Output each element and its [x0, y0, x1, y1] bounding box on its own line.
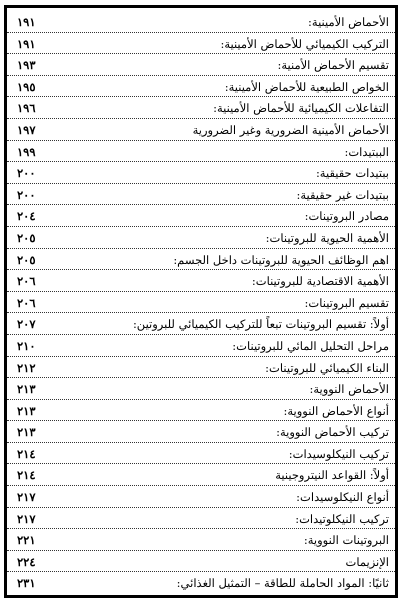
toc-entry-title: تركيب النيكلوسيدات:	[288, 446, 389, 461]
toc-entry	[7, 486, 395, 508]
toc-entry-page-number: ٢١٤	[17, 468, 36, 483]
toc-entry-title: أنواع النيكلوسيدات:	[296, 490, 389, 505]
toc-entry	[7, 97, 395, 119]
toc-entry-title: مصادر البروتينات:	[304, 209, 389, 224]
toc-entry-page-number: ٢١٣	[17, 403, 36, 418]
toc-entry	[7, 270, 395, 292]
toc-entry-page-number: ١٩٥	[17, 79, 36, 94]
toc-entry-page-number: ٢١٤	[17, 446, 36, 461]
toc-entry-page-number: ١٩١	[17, 36, 36, 51]
toc-entry-page-number: ٢٠٥	[17, 230, 36, 245]
toc-entry-title: تقسيم الأحماض الأمنية:	[277, 58, 389, 73]
toc-entry-page-number: ٢١٣	[17, 382, 36, 397]
toc-entry	[7, 464, 395, 486]
toc-entry-title: ببتيدات حقيقية:	[315, 166, 389, 181]
toc-entry-title: الأهمية الاقتصادية للبروتينات:	[251, 274, 389, 289]
toc-entry	[7, 141, 395, 163]
toc-entry-page-number: ٢٠٠	[17, 187, 36, 202]
toc-entry-title: الأهمية الحيوية للبروتينات:	[265, 230, 389, 245]
toc-entry-title: التفاعلات الكيميائية للأحماض الأمينية:	[213, 101, 389, 116]
toc-entry-page-number: ١٩٦	[17, 101, 36, 116]
toc-entry-page-number: ١٩٧	[17, 122, 36, 137]
toc-entry-title: الإنزيمات	[345, 554, 389, 569]
toc-entry-page-number: ١٩٣	[17, 58, 36, 73]
toc-entry-page-number: ٢١٠	[17, 338, 36, 353]
toc-entry-title: الخواص الطبيعية للأحماض الأمينية:	[224, 79, 389, 94]
toc-entry-title: اهم الوظائف الحيوية للبروتينات داخل الجسم:	[173, 252, 389, 267]
toc-entry	[7, 184, 395, 206]
toc-entry	[7, 205, 395, 227]
toc-entry	[7, 33, 395, 55]
toc-entry-page-number: ٢٠٤	[17, 209, 36, 224]
toc-entry	[7, 421, 395, 443]
toc-entry	[7, 54, 395, 76]
toc-frame	[4, 5, 398, 598]
toc-entry	[7, 551, 395, 573]
toc-entry-title: ثانيًا: المواد الحاملة للطاقة – التمثيل الغذائي:	[176, 576, 389, 591]
toc-entry-page-number: ٢١٢	[17, 360, 36, 375]
toc-entry	[7, 249, 395, 271]
toc-entry	[7, 400, 395, 422]
toc-entry-title: تقسيم البروتينات:	[304, 295, 389, 310]
toc-entry-page-number: ٢١٣	[17, 425, 36, 440]
toc-entry	[7, 529, 395, 551]
toc-entry	[7, 313, 395, 335]
toc-entry-page-number: ٢١٧	[17, 490, 36, 505]
toc-entry-title: الببتيدات:	[344, 144, 389, 159]
toc-entry-title: التركيب الكيميائي للأحماض الأمينية:	[220, 36, 389, 51]
toc-entry-title: البناء الكيميائي للبروتينات:	[265, 360, 389, 375]
toc-entry	[7, 227, 395, 249]
toc-entry	[7, 119, 395, 141]
toc-entry-page-number: ١٩٩	[17, 144, 36, 159]
toc-entry	[7, 508, 395, 530]
toc-entry-title: تركيب الأحماض النووية:	[276, 425, 389, 440]
toc-entry-title: تركيب النيكلوتيدات:	[295, 511, 389, 526]
toc-entry	[7, 292, 395, 314]
toc-entry	[7, 335, 395, 357]
toc-entry-page-number: ٢٠٦	[17, 274, 36, 289]
toc-entry-page-number: ٢٢٤	[17, 554, 36, 569]
toc-entry	[7, 162, 395, 184]
toc-entry	[7, 572, 395, 594]
toc-entry-title: البروتينات النووية:	[303, 533, 389, 548]
toc-entry-title: الأحماض النووية:	[309, 382, 389, 397]
toc-entry-title: ببتيدات غير حقيقية:	[296, 187, 389, 202]
toc-entry-title: أولاً: تقسيم البروتينات تبعاً للتركيب الكيميائي للبروتين:	[132, 317, 389, 332]
table-of-contents	[7, 11, 395, 594]
toc-entry-title: أولاً: القواعد النيتروجينية	[275, 468, 389, 483]
toc-entry	[7, 76, 395, 98]
toc-entry-title: الأحماض الأمينية:	[308, 15, 389, 29]
toc-entry-title: أنواع الأحماض النووية:	[283, 403, 389, 418]
toc-entry-page-number: ٢٠٥	[17, 252, 36, 267]
toc-entry	[7, 378, 395, 400]
toc-entry-page-number: ٢٣١	[17, 576, 36, 591]
toc-entry-page-number: ١٩١	[17, 15, 36, 29]
toc-entry-page-number: ٢٠٦	[17, 295, 36, 310]
toc-entry-title: الأحماض الأمينية الضرورية وغير الضرورية	[192, 122, 389, 137]
toc-entry	[7, 357, 395, 379]
toc-entry-title: مراحل التحليل المائي للبروتينات:	[232, 338, 389, 353]
toc-entry-page-number: ٢٠٠	[17, 166, 36, 181]
toc-entry	[7, 443, 395, 465]
toc-entry-page-number: ٢٠٧	[17, 317, 36, 332]
toc-entry-page-number: ٢٢١	[17, 533, 36, 548]
toc-entry-page-number: ٢١٧	[17, 511, 36, 526]
toc-entry	[7, 11, 395, 33]
